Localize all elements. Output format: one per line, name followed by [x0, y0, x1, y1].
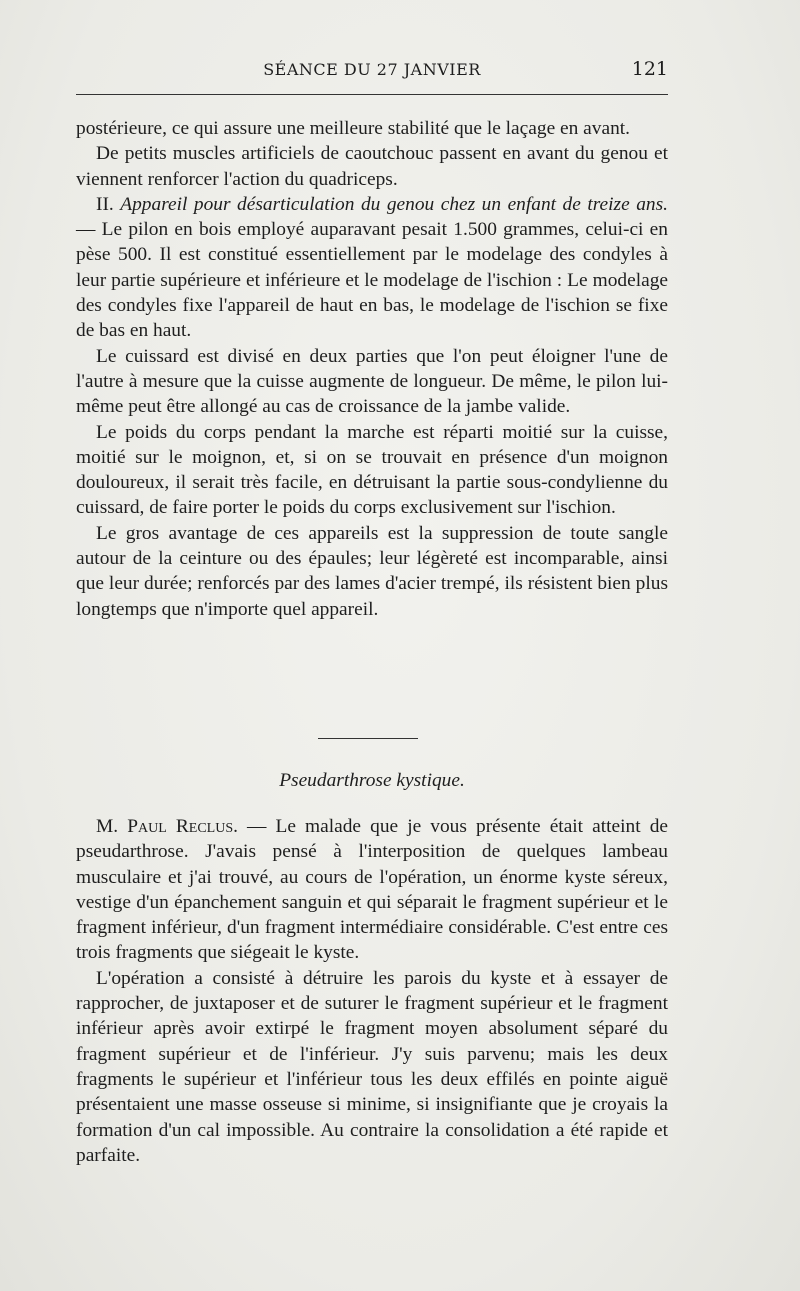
paragraph-text: — Le pilon en bois employé auparavant pesait 1.500 grammes, celui-ci en pèse 500. Il est constitué essentiellement par le modelage des condyles à leur partie supérieure et inférieure et le modelage de l'ischion : Le modelage des condyles fixe l'appareil de haut en bas, le modelage de l'ischion se fixe de bas en haut.: [76, 219, 668, 342]
paragraph: Le cuissard est divisé en deux parties que l'on peut éloigner l'une de l'autre à mesure que la cuisse augmente de longueur. De même, le pilon lui-même peut être allongé au cas de croissance de la jambe valide.: [76, 345, 668, 418]
paragraph: Le poids du corps pendant la marche est réparti moitié sur la cuisse, moitié sur le moignon, et, si on se trouvait en présence d'un moignon douloureux, il serait très facile, en détruisant la partie sous-condylienne du cuissard, de faire porter le poids du corps exclusivement sur l'ischion.: [76, 421, 668, 519]
page-number: 121: [631, 58, 668, 80]
header-rule: [76, 94, 668, 95]
paragraph-text: . — Le malade que je vous présente était atteint de pseudarthrose. J'avais pensé à l'interposition de quelques lambeau musculaire et j'ai trouvé, au cours de l'opération, un énorme kyste séreux, vestige d'un épanchement sanguin et qui séparait le fragment supérieur et le fragment inférieur, d'un fragment intermédiaire considérable. C'est entre ces trois fragments que siégeait le kyste.: [76, 816, 669, 964]
paragraph: postérieure, ce qui assure une meilleure stabilité que le laçage en avant.: [76, 118, 631, 139]
paragraph: L'opération a consisté à détruire les parois du kyste et à essayer de rapprocher, de juxtaposer et de suturer le fragment supérieur et le fragment inférieur après avoir extirpé le fragment moyen absolument séparé du fragment supérieur et de l'inférieur. J'y suis parvenu; mais les deux fragments le supérieur et l'inférieur tous les deux effilés en pointe aiguë présentaient une masse osseuse si minime, si insignifiante que je croyais la formation d'un cal impossible. Au contraire la consolidation a été rapide et parfaite.: [76, 967, 668, 1166]
paragraph: [76, 814, 668, 966]
paragraph: [76, 192, 668, 344]
page-header: [76, 60, 668, 86]
body-text-top: [76, 116, 668, 622]
running-title: SÉANCE DU 27 JANVIER: [263, 60, 481, 79]
body-text-bottom: [76, 814, 668, 1168]
section-title: Pseudarthrose kystique.: [279, 770, 465, 791]
author-prefix: M.: [96, 816, 128, 837]
paragraph: De petits muscles artificiels de caoutchouc passent en avant du genou et viennent renforcer l'action du quadriceps.: [76, 143, 668, 190]
paragraph: Le gros avantage de ces appareils est la suppression de toute sangle autour de la ceinture ou des épaules; leur légèreté est incomparable, ainsi que leur durée; renforcés par des lames d'acier trempé, ils résistent bien plus longtemps que n'importe quel appareil.: [76, 522, 668, 620]
separator-rule: [318, 738, 418, 739]
section-number: II.: [96, 193, 114, 215]
author-name: Paul Reclus: [127, 816, 234, 837]
appareil-title: Appareil pour désarticulation du genou chez un enfant de treize ans.: [120, 193, 668, 215]
